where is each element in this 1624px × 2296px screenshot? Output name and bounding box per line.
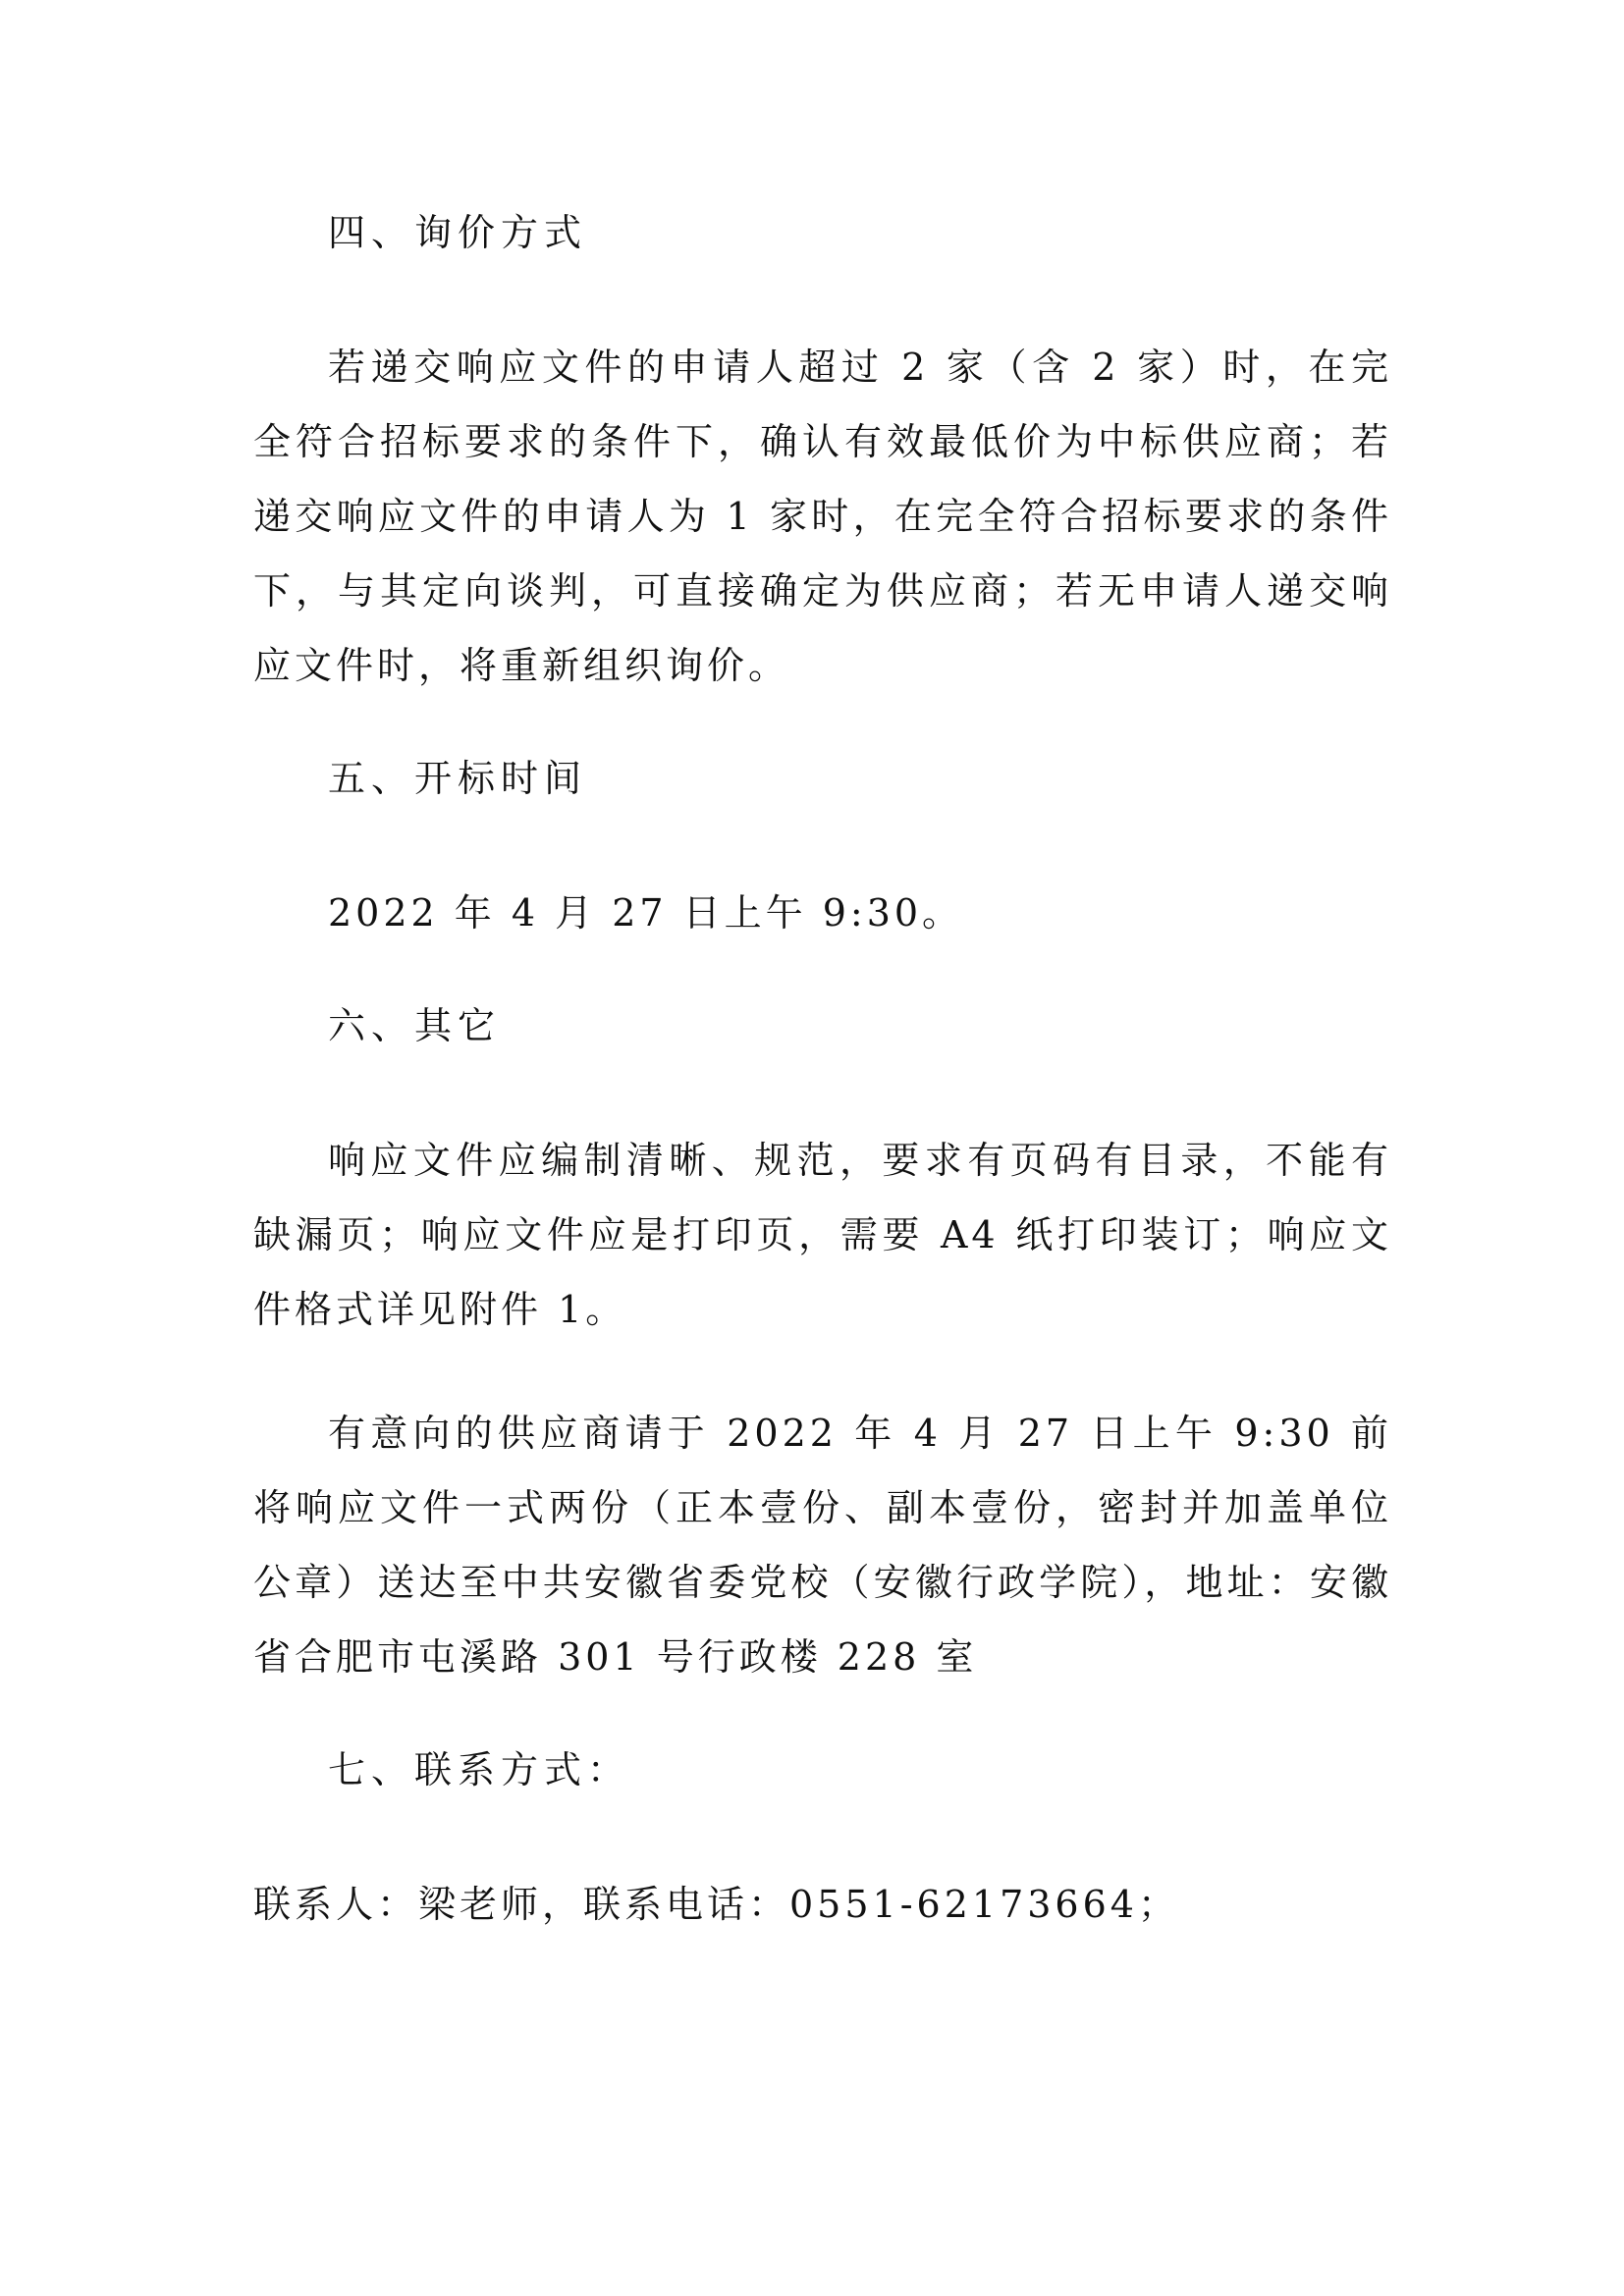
section-heading-contact: 七、联系方式： <box>328 1748 631 1791</box>
section-heading-inquiry-method: 四、询价方式 <box>328 211 588 254</box>
contact-info: 联系人：梁老师，联系电话：0551-62173664； <box>253 1883 1179 1926</box>
section-body-submission-info: 有意向的供应商请于 2022 年 4 月 27 日上午 9:30 前将响应文件一式两份（正本壹份、副本壹份，密封并加盖单位公章）送达至中共安徽省委党校（安徽行政学院），地址：安徽省合肥市屯溪路 301 号行政楼 228 室 <box>253 1412 1392 1679</box>
section-body-bid-opening-time: 2022 年 4 月 27 日上午 9:30。 <box>328 891 964 934</box>
section-heading-other: 六、其它 <box>328 1004 502 1047</box>
document-content <box>253 206 1392 1942</box>
section-body-inquiry-method: 若递交响应文件的申请人超过 2 家（含 2 家）时，在完全符合招标要求的条件下，确认有效最低价为中标供应商；若递交响应文件的申请人为 1 家时，在完全符合招标要求的条件下，与其定向谈判，可直接确定为供应商；若无申请人递交响应文件时，将重新组织询价。 <box>253 346 1392 687</box>
section-body-other-requirements: 响应文件应编制清晰、规范，要求有页码有目录，不能有缺漏页；响应文件应是打印页，需要 A4 纸打印装订；响应文件格式详见附件 1。 <box>253 1139 1392 1331</box>
section-heading-bid-opening-time: 五、开标时间 <box>328 757 588 800</box>
